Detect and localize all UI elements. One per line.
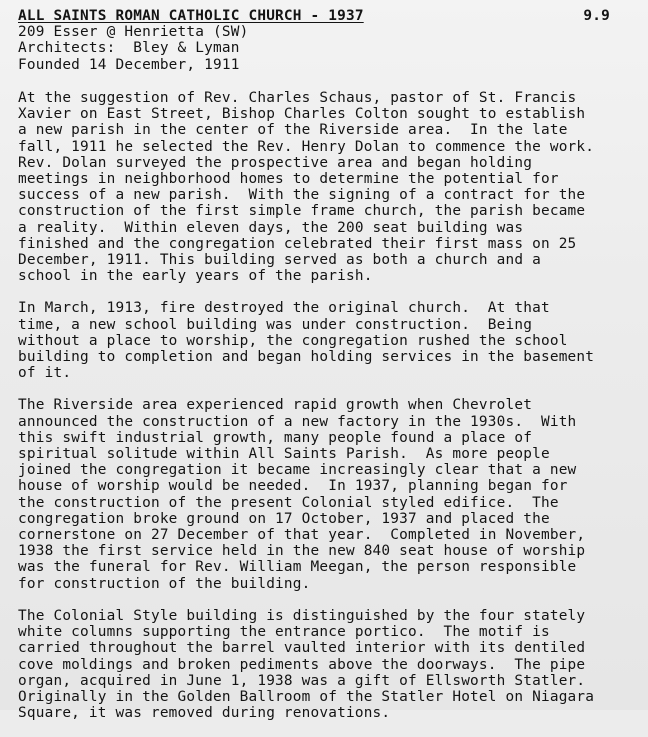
text-line: the construction of the present Colonial styled edifice. The <box>18 494 559 511</box>
text-line: cornerstone on 27 December of that year. Completed in November, <box>18 527 586 544</box>
text-line: was the funeral for Rev. William Meegan, the person responsible <box>18 559 577 576</box>
paragraph-founding <box>18 90 633 284</box>
text-line: of it. <box>18 365 72 382</box>
text-line: December, 1911. This building served as both a church and a <box>18 252 541 269</box>
document-title: ALL SAINTS ROMAN CATHOLIC CHURCH - 1937 <box>18 8 364 24</box>
paragraph-building <box>18 608 633 721</box>
document-body <box>18 90 633 737</box>
text-line: spiritual solitude within All Saints Parish. As more people <box>18 446 550 463</box>
text-line: building to completion and began holding services in the basement <box>18 349 595 366</box>
text-line: success of a new parish. With the signing of a contract for the <box>18 187 586 204</box>
founded-line: Founded 14 December, 1911 <box>18 56 240 73</box>
text-line: At the suggestion of Rev. Charles Schaus, pastor of St. Francis <box>18 90 577 106</box>
text-line: Square, it was removed during renovations. <box>18 705 391 722</box>
text-line: for construction of the building. <box>18 575 311 592</box>
text-line: white columns supporting the entrance portico. The motif is <box>18 624 550 641</box>
document-header <box>18 8 578 73</box>
text-line: without a place to worship, the congregation rushed the school <box>18 332 568 349</box>
text-line: organ, acquired in June 1, 1938 was a gift of Ellsworth Statler. <box>18 672 586 689</box>
text-line: In March, 1913, fire destroyed the original church. At that <box>18 300 550 317</box>
text-line: this swift industrial growth, many people found a place of <box>18 429 533 446</box>
text-line: construction of the first simple frame church, the parish became <box>18 203 586 220</box>
text-line: cove moldings and broken pediments above the doorways. The pipe <box>18 656 586 673</box>
text-line: meetings in neighborhood homes to determine the potential for <box>18 171 559 188</box>
text-line: time, a new school building was under construction. Being <box>18 316 533 333</box>
text-line: The Riverside area experienced rapid growth when Chevrolet <box>18 397 533 414</box>
text-line: The Colonial Style building is distinguished by the four stately <box>18 607 586 624</box>
text-line: Rev. Dolan surveyed the prospective area and began holding <box>18 154 533 171</box>
paragraph-growth <box>18 397 633 591</box>
architects-line: Architects: Bley & Lyman <box>18 40 240 57</box>
page-number: 9.9 <box>583 8 610 24</box>
text-line: Originally in the Golden Ballroom of the Statler Hotel on Niagara <box>18 688 595 705</box>
text-line: a new parish in the center of the Riverside area. In the late <box>18 122 568 139</box>
text-line: joined the congregation it became increasingly clear that a new <box>18 462 577 479</box>
paragraph-fire <box>18 300 633 381</box>
address-line: 209 Esser @ Henrietta (SW) <box>18 24 249 41</box>
text-line: congregation broke ground on 17 October, 1937 and placed the <box>18 510 550 527</box>
text-line: house of worship would be needed. In 1937, planning began for <box>18 478 568 495</box>
text-line: fall, 1911 he selected the Rev. Henry Dolan to commence the work. <box>18 138 595 155</box>
text-line: a reality. Within eleven days, the 200 seat building was <box>18 219 524 236</box>
text-line: Xavier on East Street, Bishop Charles Colton sought to establish <box>18 106 586 123</box>
text-line: carried throughout the barrel vaulted interior with its dentiled <box>18 640 586 657</box>
text-line: 1938 the first service held in the new 840 seat house of worship <box>18 543 586 560</box>
text-line: school in the early years of the parish. <box>18 268 373 285</box>
text-line: finished and the congregation celebrated their first mass on 25 <box>18 235 577 252</box>
text-line: announced the construction of a new factory in the 1930s. With <box>18 413 577 430</box>
